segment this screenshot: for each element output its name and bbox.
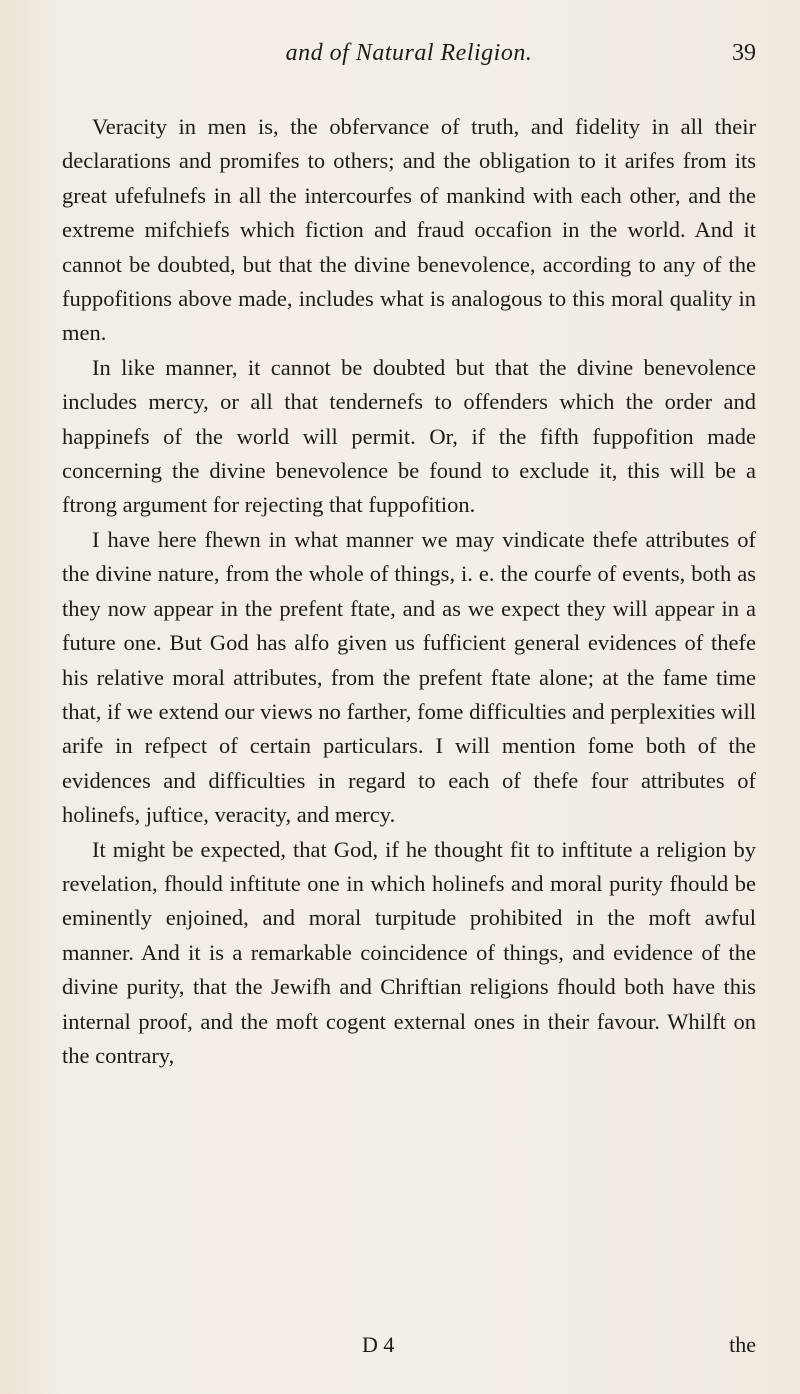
page-header	[62, 40, 756, 80]
body-text	[62, 110, 756, 1073]
page-footer	[62, 1332, 756, 1364]
signature-mark: D 4	[362, 1332, 395, 1357]
catchword: the	[729, 1332, 756, 1357]
paragraph-veracity: Veracity in men is, the obfervance of truth, and fidelity in all their declarations and promifes to others; and the obligation to it arifes from its great ufefulnefs in all the intercourfes of mankind with each other, and the extreme mifchiefs which fiction and fraud occafion in the world. And it cannot be doubted, but that the divine benevolence, according to any of the fuppofitions above made, includes what is analogous to this moral quality in men.	[62, 114, 756, 346]
paragraph-revelation: It might be expected, that God, if he thought fit to inftitute a religion by revelation, fhould inftitute one in which holinefs and moral purity fhould be eminently enjoined, and moral turpitude prohibited in the moft awful manner. And it is a remarkable coincidence of things, and evidence of the divine purity, that the Jewifh and Chriftian religions fhould both have this internal proof, and the moft cogent external ones in their favour. Whilft on the contrary,	[62, 836, 756, 1068]
paragraph-vindication: I have here fhewn in what manner we may vindicate thefe attributes of the divine nature, from the whole of things, i. e. the courfe of events, both as they now appear in the prefent ftate, and as we expect they will appear in a future one. But God has alfo given us fufficient general evidences of thefe his relative moral attributes, from the prefent ftate alone; at the fame time that, if we extend our views no farther, fome difficulties and perplexities will arife in refpect of certain particulars. I will mention fome both of the evidences and difficulties in regard to each of thefe four attributes of holinefs, juftice, veracity, and mercy.	[62, 526, 756, 828]
running-title: and of Natural Religion.	[285, 40, 533, 66]
paragraph-mercy: In like manner, it cannot be doubted but that the divine benevolence includes mercy, or all that tendernefs to offenders which the order and happinefs of the world will permit. Or, if the fifth fuppofition made concerning the divine benevolence be found to exclude it, this will be a ftrong argument for rejecting that fuppofition.	[62, 354, 756, 518]
page-number: 39	[732, 40, 756, 66]
